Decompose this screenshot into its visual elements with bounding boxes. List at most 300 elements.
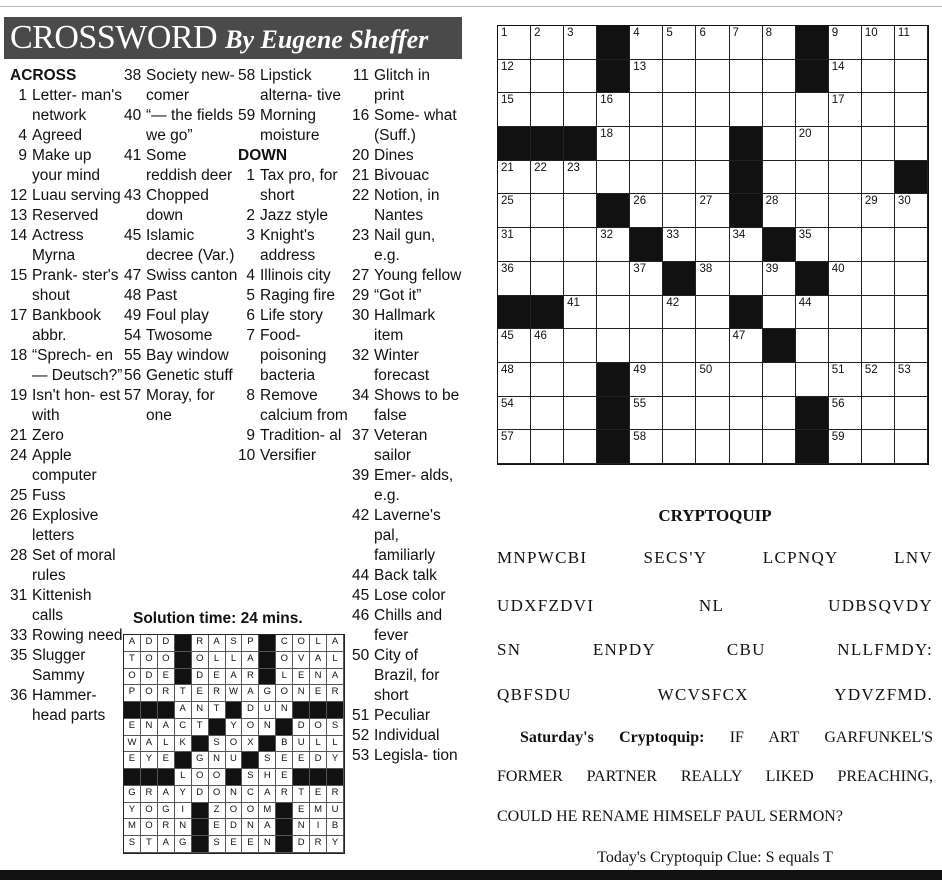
solution-block — [158, 769, 175, 786]
grid-cell[interactable] — [829, 363, 862, 397]
solution-grid — [123, 634, 345, 854]
solution-cell: E — [310, 786, 327, 803]
solution-cell: S — [242, 769, 259, 786]
grid-cell[interactable] — [796, 296, 829, 330]
grid-cell[interactable] — [895, 194, 928, 228]
clue-text: Young fellow — [374, 267, 462, 284]
grid-number: 25 — [501, 195, 514, 208]
grid-cell[interactable] — [829, 296, 862, 330]
clue-number: 21 — [352, 167, 370, 184]
solution-block — [293, 769, 310, 786]
grid-cell[interactable] — [663, 60, 696, 94]
clue-number: 25 — [10, 487, 28, 504]
solution-cell: A — [158, 719, 175, 736]
grid-cell[interactable] — [829, 60, 862, 94]
solution-cell: S — [124, 836, 141, 853]
grid-cell[interactable] — [498, 397, 531, 431]
clue-item — [124, 386, 238, 426]
clue-number: 24 — [10, 447, 28, 464]
grid-cell[interactable] — [696, 363, 729, 397]
grid-cell[interactable] — [564, 262, 597, 296]
grid-cell[interactable] — [763, 127, 796, 161]
clue-item — [352, 266, 462, 286]
clue-number: 21 — [10, 427, 28, 444]
solution-cell: N — [259, 719, 276, 736]
grid-cell[interactable] — [730, 228, 763, 262]
grid-cell[interactable] — [895, 262, 928, 296]
grid-number: 30 — [897, 195, 911, 208]
grid-cell[interactable] — [763, 363, 796, 397]
clue-number: 46 — [352, 607, 370, 624]
grid-cell[interactable] — [597, 262, 630, 296]
grid-cell[interactable] — [862, 397, 895, 431]
clue-item — [352, 306, 462, 346]
clue-number: 42 — [352, 507, 370, 524]
grid-cell[interactable] — [730, 26, 763, 60]
clue-number: 32 — [352, 347, 370, 364]
grid-cell[interactable] — [763, 161, 796, 195]
solution-cell: E — [158, 669, 175, 686]
grid-cell[interactable] — [663, 127, 696, 161]
clue-text: Swiss canton — [146, 267, 238, 284]
grid-cell[interactable] — [564, 228, 597, 262]
grid-cell[interactable] — [597, 93, 630, 127]
solution-cell: E — [124, 752, 141, 769]
grid-cell[interactable] — [531, 60, 564, 94]
grid-cell[interactable] — [796, 127, 829, 161]
grid-number: 10 — [864, 27, 878, 39]
clue-item — [10, 486, 124, 506]
grid-cell[interactable] — [498, 430, 531, 464]
solution-cell: T — [141, 836, 158, 853]
clue-text: Nail gun, e.g. — [374, 227, 436, 264]
clue-number: 12 — [10, 187, 28, 204]
clue-text: Bankbook abbr. — [32, 307, 101, 344]
solution-cell: Y — [124, 803, 141, 820]
grid-cell[interactable] — [597, 296, 630, 330]
grid-cell[interactable] — [763, 397, 796, 431]
grid-cell[interactable] — [895, 60, 928, 94]
grid-cell[interactable] — [730, 397, 763, 431]
grid-number: 45 — [501, 330, 514, 343]
clue-item — [238, 386, 354, 426]
grid-cell[interactable] — [531, 93, 564, 127]
clue-text: Rowing need — [32, 627, 123, 644]
grid-cell[interactable] — [862, 161, 895, 195]
grid-cell[interactable] — [663, 296, 696, 330]
grid-cell[interactable] — [696, 228, 729, 262]
solution-cell: G — [124, 786, 141, 803]
grid-cell[interactable] — [862, 329, 895, 363]
grid-number: 3 — [567, 27, 574, 39]
grid-cell[interactable] — [829, 262, 862, 296]
grid-cell[interactable] — [663, 26, 696, 60]
grid-cell[interactable] — [862, 228, 895, 262]
grid-cell[interactable] — [531, 194, 564, 228]
grid-cell[interactable] — [696, 296, 729, 330]
grid-cell[interactable] — [531, 363, 564, 397]
clue-text: Moray, for one — [146, 387, 215, 424]
solution-cell: U — [327, 803, 344, 820]
down-header: DOWN — [238, 147, 288, 164]
solution-cell: D — [192, 786, 209, 803]
grid-cell[interactable] — [498, 262, 531, 296]
grid-cell[interactable] — [564, 430, 597, 464]
clue-number: 37 — [352, 427, 370, 444]
solution-block — [259, 736, 276, 753]
clue-number: 6 — [246, 307, 255, 324]
grid-cell[interactable] — [630, 296, 663, 330]
grid-cell[interactable] — [895, 26, 928, 60]
clue-item — [238, 446, 354, 466]
solution-block — [310, 769, 327, 786]
solution-cell: A — [158, 786, 175, 803]
grid-cell[interactable] — [696, 127, 729, 161]
solution-cell: T — [192, 719, 209, 736]
solution-cell: E — [209, 669, 226, 686]
clue-item — [238, 226, 354, 266]
grid-cell[interactable] — [564, 93, 597, 127]
grid-cell[interactable] — [696, 430, 729, 464]
grid-cell[interactable] — [730, 60, 763, 94]
clue-number: 50 — [352, 647, 370, 664]
grid-cell[interactable] — [862, 262, 895, 296]
grid-cell[interactable] — [730, 262, 763, 296]
grid-cell[interactable] — [763, 93, 796, 127]
grid-cell[interactable] — [630, 60, 663, 94]
clue-number: 57 — [124, 387, 142, 404]
grid-number: 54 — [501, 397, 514, 410]
grid-number: 41 — [567, 296, 580, 309]
grid-cell[interactable] — [498, 329, 531, 363]
grid-cell[interactable] — [630, 363, 663, 397]
grid-cell[interactable] — [663, 329, 696, 363]
clue-text: Some reddish deer — [146, 147, 233, 184]
clue-number: 34 — [352, 387, 370, 404]
grid-cell[interactable] — [829, 194, 862, 228]
grid-cell[interactable] — [862, 26, 895, 60]
grid-cell[interactable] — [696, 60, 729, 94]
grid-cell[interactable] — [630, 194, 663, 228]
grid-cell[interactable] — [663, 93, 696, 127]
grid-cell[interactable] — [862, 127, 895, 161]
grid-cell[interactable] — [498, 194, 531, 228]
grid-cell[interactable] — [663, 194, 696, 228]
clue-text: Bivouac — [374, 167, 430, 184]
grid-cell[interactable] — [862, 430, 895, 464]
clue-number: 3 — [246, 227, 255, 244]
clue-number: 4 — [246, 267, 255, 284]
clue-item — [124, 66, 238, 106]
grid-cell[interactable] — [730, 329, 763, 363]
crossword-byline: By Eugene Sheffer — [225, 25, 429, 54]
grid-number: 6 — [699, 27, 706, 39]
grid-cell[interactable] — [663, 363, 696, 397]
grid-cell[interactable] — [696, 93, 729, 127]
clue-text: Luau serving — [32, 187, 121, 204]
solution-cell: I — [175, 803, 192, 820]
grid-number: 2 — [534, 27, 541, 39]
grid-cell[interactable] — [696, 26, 729, 60]
solution-cell: E — [124, 719, 141, 736]
grid-cell[interactable] — [531, 397, 564, 431]
grid-number: 53 — [897, 363, 911, 376]
grid-block — [895, 161, 928, 195]
clue-number: 40 — [124, 107, 142, 124]
grid-cell[interactable] — [895, 329, 928, 363]
clue-number: 54 — [124, 327, 142, 344]
solution-cell: R — [276, 786, 293, 803]
grid-cell[interactable] — [829, 93, 862, 127]
solution-cell: O — [310, 719, 327, 736]
clue-item — [238, 106, 354, 146]
clue-number: 31 — [10, 587, 28, 604]
grid-cell[interactable] — [895, 93, 928, 127]
grid-cell[interactable] — [498, 161, 531, 195]
solution-cell: Y — [327, 752, 344, 769]
grid-cell[interactable] — [630, 93, 663, 127]
solution-cell: A — [310, 652, 327, 669]
grid-cell[interactable] — [862, 93, 895, 127]
grid-block — [597, 430, 630, 464]
solution-cell: U — [293, 736, 310, 753]
solution-block — [124, 702, 141, 719]
clue-item — [10, 686, 124, 726]
clue-text: Agreed — [32, 127, 82, 144]
grid-cell[interactable] — [597, 228, 630, 262]
clue-item — [10, 646, 124, 686]
grid-cell[interactable] — [630, 329, 663, 363]
solution-block — [141, 702, 158, 719]
solution-cell: O — [209, 769, 226, 786]
grid-block — [597, 397, 630, 431]
grid-number: 32 — [600, 229, 614, 242]
grid-cell[interactable] — [696, 161, 729, 195]
grid-cell[interactable] — [564, 397, 597, 431]
solution-block — [276, 719, 293, 736]
clue-number: 45 — [124, 227, 142, 244]
solution-cell: Y — [327, 836, 344, 853]
solution-cell: D — [310, 752, 327, 769]
clue-item — [10, 266, 124, 306]
clue-text: Zero — [32, 427, 64, 444]
grid-cell[interactable] — [696, 329, 729, 363]
solution-cell: S — [259, 752, 276, 769]
grid-cell[interactable] — [730, 363, 763, 397]
grid-number: 37 — [633, 262, 647, 275]
grid-cell[interactable] — [829, 329, 862, 363]
grid-cell[interactable] — [531, 430, 564, 464]
grid-cell[interactable] — [564, 194, 597, 228]
grid-cell[interactable] — [696, 397, 729, 431]
grid-cell[interactable] — [498, 363, 531, 397]
grid-block — [730, 127, 763, 161]
grid-cell[interactable] — [763, 430, 796, 464]
grid-cell[interactable] — [564, 329, 597, 363]
grid-block — [630, 228, 663, 262]
solution-cell: A — [209, 635, 226, 652]
clues-column-3 — [238, 66, 354, 466]
grid-cell[interactable] — [796, 329, 829, 363]
clue-text: Society new- comer — [146, 67, 235, 104]
grid-cell[interactable] — [763, 194, 796, 228]
clue-text: Apple computer — [32, 447, 97, 484]
solution-cell: N — [175, 819, 192, 836]
clue-item — [352, 726, 462, 746]
grid-cell[interactable] — [730, 93, 763, 127]
solution-block — [259, 652, 276, 669]
clue-number: 35 — [10, 647, 28, 664]
grid-cell[interactable] — [895, 127, 928, 161]
clue-number: 51 — [352, 707, 370, 724]
grid-cell[interactable] — [597, 161, 630, 195]
grid-cell[interactable] — [663, 430, 696, 464]
grid-cell[interactable] — [862, 60, 895, 94]
grid-cell[interactable] — [763, 262, 796, 296]
solution-cell: L — [327, 652, 344, 669]
grid-block — [564, 127, 597, 161]
clue-text: Lipstick alterna- tive — [260, 67, 341, 104]
grid-cell[interactable] — [796, 194, 829, 228]
grid-cell[interactable] — [498, 93, 531, 127]
grid-cell[interactable] — [796, 161, 829, 195]
grid-number: 4 — [633, 27, 640, 39]
grid-cell[interactable] — [895, 430, 928, 464]
clue-text: “Sprech- en — Deutsch?” — [32, 347, 123, 384]
grid-number: 8 — [765, 27, 773, 39]
solution-cell: S — [327, 719, 344, 736]
grid-cell[interactable] — [895, 397, 928, 431]
clue-item — [238, 266, 354, 286]
grid-cell[interactable] — [498, 228, 531, 262]
grid-cell[interactable] — [763, 296, 796, 330]
solution-cell: L — [226, 652, 243, 669]
clue-text: Legisla- tion — [374, 747, 458, 764]
clue-number: 41 — [124, 147, 142, 164]
grid-cell[interactable] — [564, 161, 597, 195]
clue-text: Life story — [260, 307, 323, 324]
clue-item — [238, 286, 354, 306]
solution-cell: R — [209, 685, 226, 702]
grid-cell[interactable] — [498, 26, 531, 60]
grid-cell[interactable] — [895, 363, 928, 397]
grid-cell[interactable] — [730, 430, 763, 464]
grid-cell[interactable] — [630, 262, 663, 296]
solution-cell: G — [158, 803, 175, 820]
grid-number: 39 — [765, 262, 779, 275]
grid-cell[interactable] — [696, 262, 729, 296]
grid-cell[interactable] — [796, 363, 829, 397]
grid-cell[interactable] — [895, 228, 928, 262]
clue-text: Back talk — [374, 567, 437, 584]
grid-cell[interactable] — [498, 60, 531, 94]
solution-cell: L — [158, 736, 175, 753]
grid-number: 31 — [501, 229, 514, 242]
grid-cell[interactable] — [531, 262, 564, 296]
grid-cell[interactable] — [531, 228, 564, 262]
solution-block — [226, 702, 243, 719]
clue-text: Food- poisoning bacteria — [260, 327, 327, 384]
solution-cell: O — [293, 635, 310, 652]
grid-cell[interactable] — [829, 430, 862, 464]
grid-cell[interactable] — [564, 296, 597, 330]
solution-cell: N — [242, 819, 259, 836]
grid-cell[interactable] — [630, 26, 663, 60]
grid-cell[interactable] — [862, 194, 895, 228]
grid-cell[interactable] — [597, 127, 630, 161]
clue-number: 26 — [10, 507, 28, 524]
clue-number: 52 — [352, 727, 370, 744]
grid-cell[interactable] — [663, 228, 696, 262]
clue-number: 36 — [10, 687, 28, 704]
grid-cell[interactable] — [630, 127, 663, 161]
clue-number: 9 — [18, 147, 27, 164]
grid-cell[interactable] — [763, 26, 796, 60]
clue-number: 7 — [246, 327, 255, 344]
clue-number: 16 — [352, 107, 370, 124]
grid-cell[interactable] — [663, 397, 696, 431]
grid-cell[interactable] — [564, 60, 597, 94]
grid-cell[interactable] — [630, 397, 663, 431]
clue-number: 27 — [352, 267, 370, 284]
grid-number: 9 — [831, 27, 839, 39]
grid-cell[interactable] — [531, 26, 564, 60]
grid-number: 58 — [633, 431, 647, 444]
solution-cell: S — [209, 836, 226, 853]
solution-cell: L — [175, 769, 192, 786]
grid-cell[interactable] — [862, 363, 895, 397]
grid-cell[interactable] — [763, 60, 796, 94]
clue-number: 15 — [10, 267, 28, 284]
grid-cell[interactable] — [829, 26, 862, 60]
clue-item — [10, 206, 124, 226]
grid-cell[interactable] — [564, 363, 597, 397]
grid-cell[interactable] — [829, 161, 862, 195]
clue-number: 13 — [10, 207, 28, 224]
solution-block — [242, 752, 259, 769]
grid-cell[interactable] — [895, 296, 928, 330]
solution-cell: E — [192, 685, 209, 702]
solution-cell: Y — [175, 786, 192, 803]
grid-cell[interactable] — [630, 430, 663, 464]
grid-cell[interactable] — [531, 161, 564, 195]
grid-cell[interactable] — [531, 329, 564, 363]
clue-number: 43 — [124, 187, 142, 204]
clue-number: 53 — [352, 747, 370, 764]
clue-text: Notion, in Nantes — [374, 187, 440, 224]
clue-number: 47 — [124, 267, 142, 284]
solution-cell: O — [124, 669, 141, 686]
solution-cell: P — [124, 685, 141, 702]
clue-item — [238, 66, 354, 106]
solution-cell: A — [175, 702, 192, 719]
clue-text: Actress Myrna — [32, 227, 84, 264]
grid-cell[interactable] — [829, 397, 862, 431]
solution-cell: E — [293, 669, 310, 686]
grid-cell[interactable] — [829, 228, 862, 262]
grid-cell[interactable] — [862, 296, 895, 330]
grid-cell[interactable] — [597, 329, 630, 363]
grid-cell[interactable] — [663, 161, 696, 195]
solution-cell: O — [158, 652, 175, 669]
grid-cell[interactable] — [796, 93, 829, 127]
grid-cell[interactable] — [796, 228, 829, 262]
grid-cell[interactable] — [696, 194, 729, 228]
solution-cell: N — [276, 702, 293, 719]
grid-cell[interactable] — [829, 127, 862, 161]
grid-cell[interactable] — [564, 26, 597, 60]
grid-cell[interactable] — [630, 161, 663, 195]
